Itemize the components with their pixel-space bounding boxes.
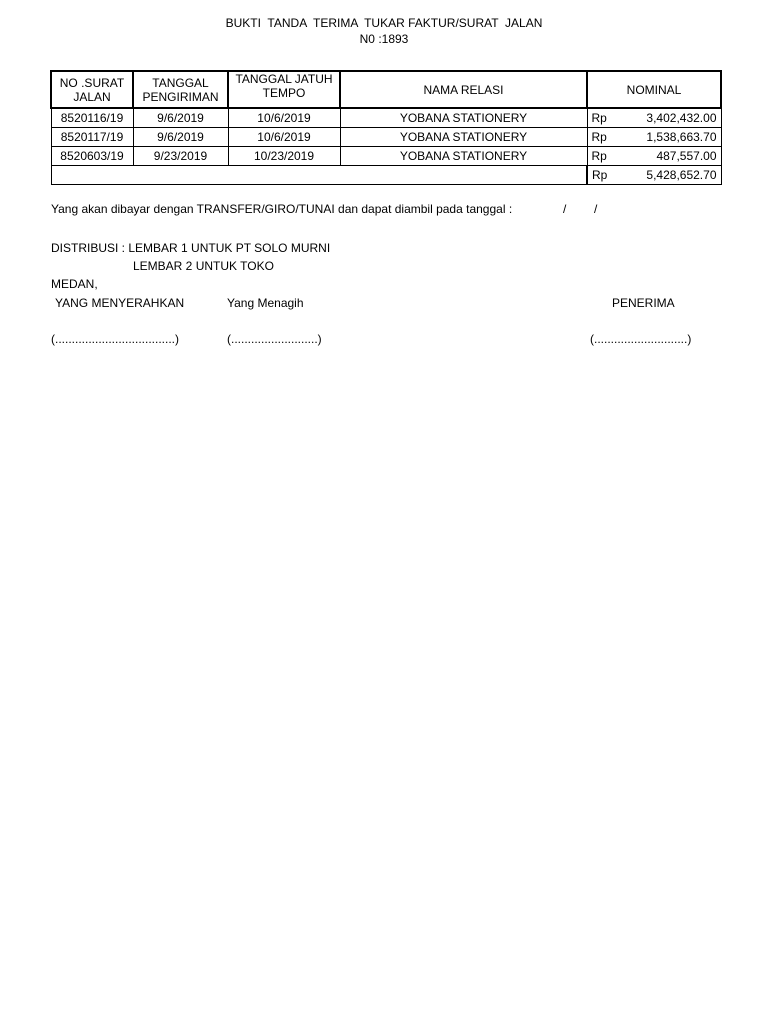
cell-currency: Rp [587,147,629,166]
document-number: N0 :1893 [359,32,409,46]
cell-no-surat-jalan: 8520603/19 [51,147,133,166]
date-slash: / [594,202,598,216]
cell-tanggal-pengiriman: 9/6/2019 [133,128,228,147]
cell-amount: 1,538,663.70 [629,128,721,147]
cell-tanggal-pengiriman: 9/23/2019 [133,147,228,166]
cell-tanggal-pengiriman: 9/6/2019 [133,108,228,128]
cell-tanggal-jatuh-tempo: 10/6/2019 [228,108,340,128]
table-row [51,108,721,128]
cell-no-surat-jalan: 8520117/19 [51,128,133,147]
cell-no-surat-jalan: 8520116/19 [51,108,133,128]
signature-label-penerima: PENERIMA [612,296,675,310]
signature-line-penerima: (............................) [590,332,692,346]
distribution-line-2: LEMBAR 2 UNTUK TOKO [133,259,274,273]
date-slash: / [563,202,567,216]
col-tanggal-jatuh-tempo: TANGGAL JATUH TEMPO [228,71,340,108]
cell-nama-relasi: YOBANA STATIONERY [340,147,587,166]
signature-line-menyerahkan: (....................................) [51,332,180,346]
col-nominal: NOMINAL [587,71,721,108]
table-header-row [51,71,721,108]
cell-amount: 487,557.00 [629,147,721,166]
col-tanggal-pengiriman: TANGGAL PENGIRIMAN [133,71,228,108]
invoice-table [50,70,722,185]
cell-tanggal-jatuh-tempo: 10/23/2019 [228,147,340,166]
payment-note: Yang akan dibayar dengan TRANSFER/GIRO/TUNAI dan dapat diambil pada tanggal : [51,202,513,216]
city-label: MEDAN, [51,277,98,291]
table-row [51,147,721,166]
cell-amount: 3,402,432.00 [629,108,721,128]
distribution-line-1: DISTRIBUSI : LEMBAR 1 UNTUK PT SOLO MURNI [51,241,331,255]
col-no-surat-jalan: NO .SURAT JALAN [51,71,133,108]
col-nama-relasi: NAMA RELASI [340,71,587,108]
total-row [51,166,721,185]
table-row [51,128,721,147]
signature-label-menyerahkan: YANG MENYERAHKAN [55,296,185,310]
signature-line-menagih: (..........................) [227,332,322,346]
cell-currency: Rp [587,108,629,128]
total-blank-cell [51,166,587,185]
cell-tanggal-jatuh-tempo: 10/6/2019 [228,128,340,147]
cell-nama-relasi: YOBANA STATIONERY [340,128,587,147]
document-title: BUKTI TANDA TERIMA TUKAR FAKTUR/SURAT JALAN [225,16,543,30]
cell-currency: Rp [587,128,629,147]
total-currency: Rp [587,166,629,185]
cell-nama-relasi: YOBANA STATIONERY [340,108,587,128]
signature-label-menagih: Yang Menagih [227,296,304,310]
total-amount: 5,428,652.70 [629,166,721,185]
